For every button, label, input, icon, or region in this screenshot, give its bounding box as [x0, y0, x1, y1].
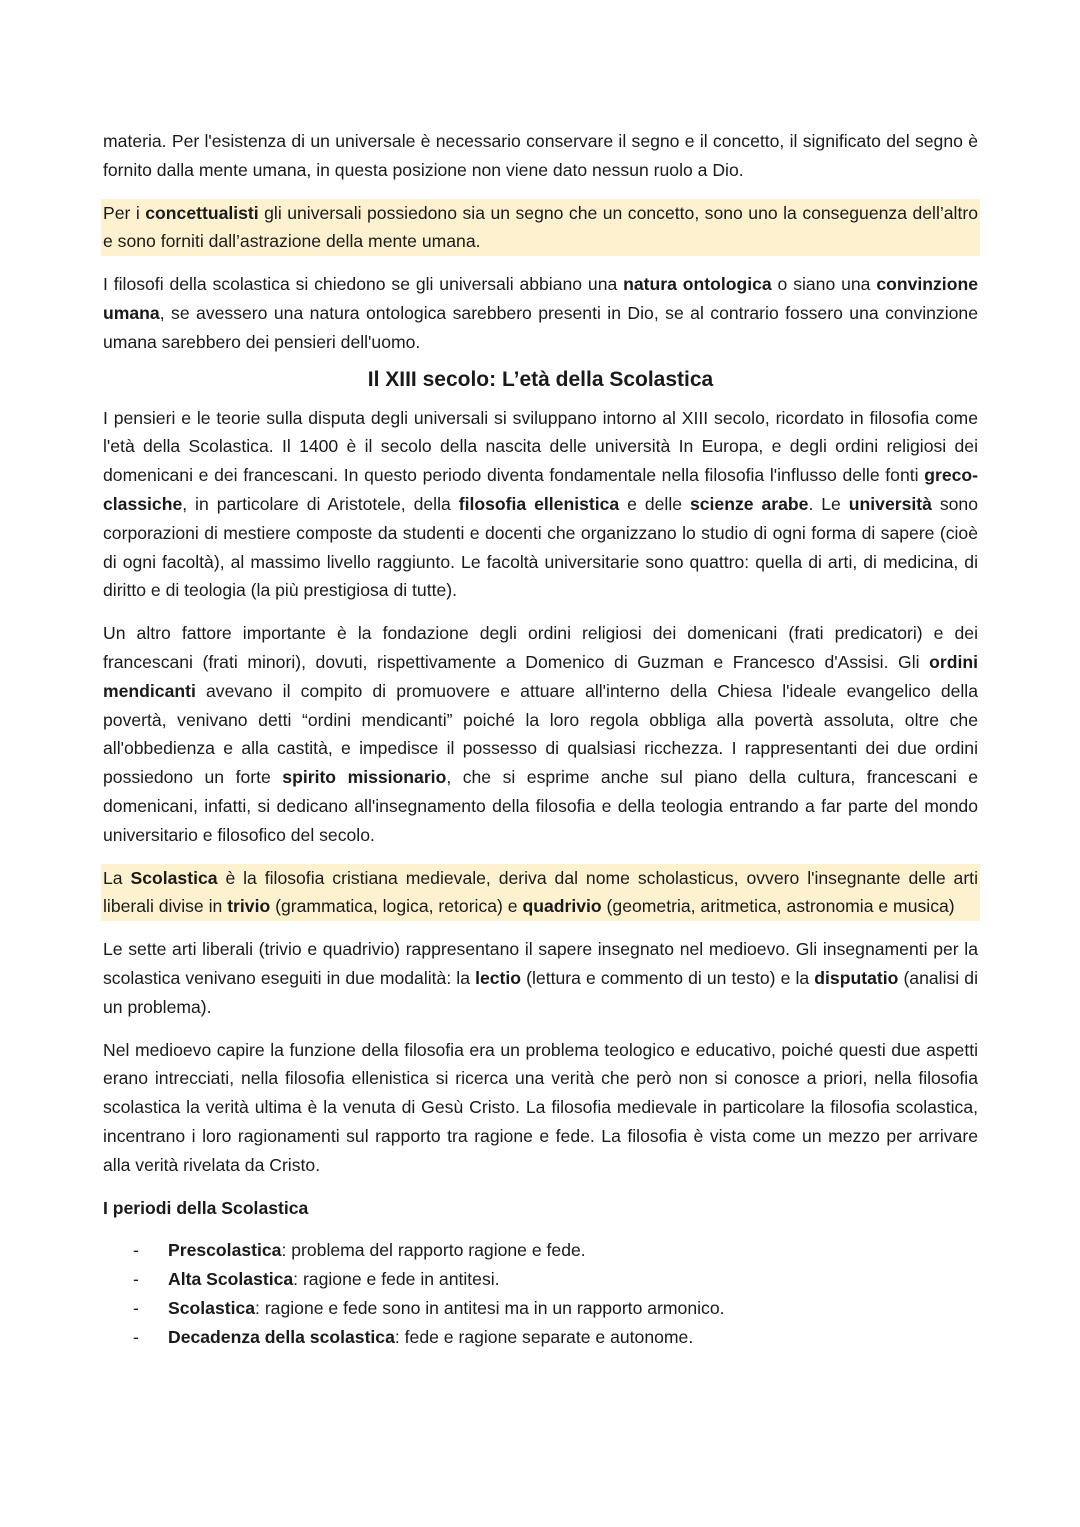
bold-term: scienze arabe — [689, 493, 809, 514]
paragraph-funzione-filosofia: Nel medioevo capire la funzione della filosofia era un problema teologico e educativo, poiché questi due aspetti erano intrecciati, nella filosofia ellenistica si ricerca una verità che però non si conosce a priori, nella filosofia scolastica la verità ultima è la venuta di Gesù Cristo. La filosofia medievale in particolare la filosofia scolastica, incentrano i loro ragionamenti sul rapporto tra ragione e fede. La filosofia è vista come un mezzo per arrivare alla verità rivelata da Cristo. — [103, 1039, 978, 1175]
list-item — [133, 1323, 978, 1352]
bold-term: ordini mendicanti — [103, 651, 978, 701]
highlighted-paragraph-scolastica: La Scolastica è la filosofia cristiana medievale, deriva dal nome scholasticus, ovvero l'insegnante delle arti liberali divise in trivio (grammatica, logica, retorica) e quadrivio (geometria, aritmetica, astronomia e musica) — [101, 864, 980, 922]
dash-bullet: - — [133, 1297, 139, 1318]
dash-bullet: - — [133, 1240, 139, 1261]
section-heading: Il XIII secolo: L’età della Scolastica — [367, 367, 714, 391]
period-desc: : ragione e fede sono in antitesi ma in un rapporto armonico. — [255, 1297, 725, 1318]
period-term: Scolastica — [168, 1297, 256, 1318]
bold-term: quadrivio — [522, 896, 602, 917]
bold-term: natura ontologica — [623, 274, 772, 295]
dash-bullet: - — [133, 1269, 139, 1290]
paragraph-ordini-mendicanti: Un altro fattore importante è la fondazione degli ordini religiosi dei domenicani (frati predicatori) e dei francescani (frati minori), dovuti, rispettivamente a Domenico di Guzman e Francesco d'Assisi. Gli ordini mendicanti avevano il compito di promuovere e attuare all'interno della Chiesa l'ideale evangelico della povertà, venivano detti “ordini mendicanti” poiché la loro regola obbliga alla povertà assoluta, oltre che all'obbedienza e alla castità, e impedisce il possesso di qualsiasi ricchezza. I rappresentanti dei due ordini possiedono un forte spirito missionario, che si esprime anche sul piano della cultura, francescani e domenicani, infatti, si dedicano all'insegnamento della filosofia e della teologia entrando a far parte del mondo universitario e filosofico del secolo. — [103, 623, 979, 845]
period-desc: : fede e ragione separate e autonome. — [394, 1326, 694, 1347]
periods-title: I periodi della Scolastica — [103, 1197, 309, 1218]
period-term: Alta Scolastica — [168, 1269, 294, 1290]
bold-term: convinzione umana — [103, 274, 978, 323]
period-desc: : problema del rapporto ragione e fede. — [281, 1240, 586, 1261]
periods-list — [103, 1236, 978, 1351]
bold-term: lectio — [475, 967, 522, 988]
list-item — [133, 1294, 978, 1323]
period-term: Decadenza della scolastica — [168, 1326, 395, 1347]
bold-term: concettualisti — [145, 202, 259, 223]
dash-bullet: - — [133, 1326, 139, 1347]
bold-term: Scolastica — [130, 867, 218, 888]
bold-term: università — [848, 493, 932, 514]
bold-term: filosofia ellenistica — [458, 493, 620, 514]
paragraph-universita: I pensieri e le teorie sulla disputa degli universali si sviluppano intorno al XIII secolo, ricordato in filosofia come l'età della Scolastica. Il 1400 è il secolo della nascita delle università In Europa, e degli ordini religiosi dei domenicani e dei francescani. In questo periodo diventa fondamentale nella filosofia l'influsso delle fonti greco-classiche, in particolare di Aristotele, della filosofia ellenistica e delle scienze arabe. Le università sono corporazioni di mestiere composte da studenti e docenti che organizzano lo studio di ogni forma di sapere (cioè di ogni facoltà), al massimo livello raggiunto. Le facoltà universitarie sono quattro: quella di arti, di medicina, di diritto e di teologia (la più prestigiosa di tutte). — [103, 407, 978, 601]
bold-term: trivio — [227, 896, 271, 917]
document-page — [103, 127, 978, 1351]
bold-term: greco-classiche — [103, 465, 978, 514]
period-term: Prescolastica — [168, 1240, 282, 1261]
bold-term: spirito missionario — [282, 767, 447, 788]
highlighted-paragraph-concettualisti: Per i concettualisti gli universali possiedono sia un segno che un concetto, sono uno la conseguenza dell’altro e sono forniti dall’astrazione della mente umana. — [101, 199, 980, 257]
period-desc: : ragione e fede in antitesi. — [293, 1269, 500, 1290]
paragraph-materia: materia. Per l'esistenza di un universale è necessario conservare il segno e il concetto, il significato del segno è fornito dalla mente umana, in questa posizione non viene dato nessun ruolo a Dio. — [103, 131, 978, 180]
paragraph-arti-liberali: Le sette arti liberali (trivio e quadrivio) rappresentano il sapere insegnato nel medioevo. Gli insegnamenti per la scolastica venivano eseguiti in due modalità: la lectio (lettura e commento di un testo) e la disputatio (analisi di un problema). — [103, 939, 978, 1017]
list-item — [133, 1265, 978, 1294]
paragraph-natura-ontologica: I filosofi della scolastica si chiedono se gli universali abbiano una natura ontologica o siano una convinzione umana, se avessero una natura ontologica sarebbero presenti in Dio, se al contrario fossero una convinzione umana sarebbero dei pensieri dell'uomo. — [103, 274, 978, 352]
list-item — [133, 1236, 978, 1265]
bold-term: disputatio — [814, 967, 899, 988]
